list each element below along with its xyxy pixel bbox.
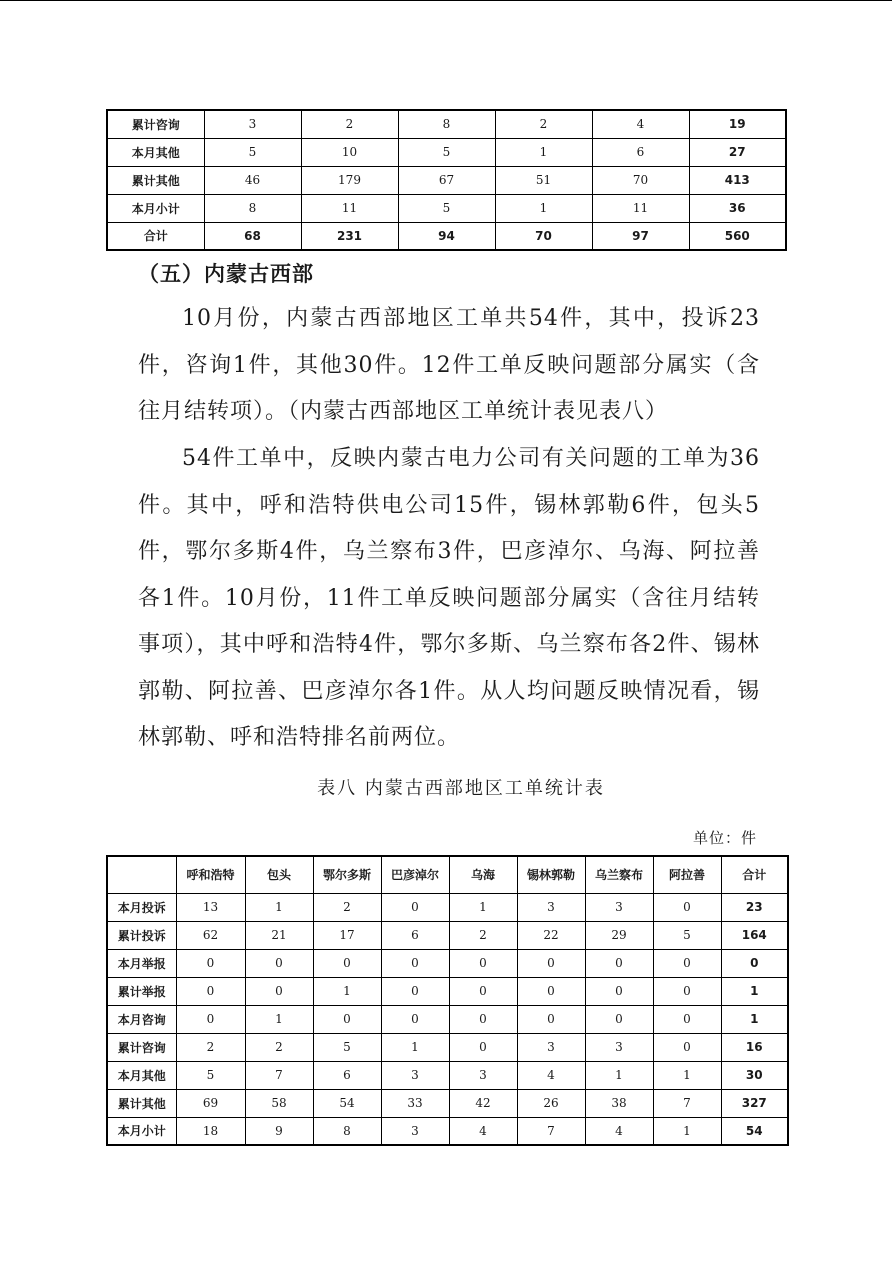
table-cell: 33 xyxy=(381,1089,449,1117)
table-cell: 51 xyxy=(495,166,592,194)
table-seven-body xyxy=(107,110,786,250)
table-cell: 0 xyxy=(585,949,653,977)
table-cell: 0 xyxy=(176,1005,245,1033)
row-total: 36 xyxy=(689,194,786,222)
table-cell: 0 xyxy=(381,977,449,1005)
row-total: 19 xyxy=(689,110,786,138)
table-cell: 0 xyxy=(653,1005,721,1033)
table-cell: 0 xyxy=(449,1033,517,1061)
row-label: 本月举报 xyxy=(107,949,176,977)
row-total: 0 xyxy=(721,949,788,977)
table-cell: 0 xyxy=(245,977,313,1005)
table-cell: 11 xyxy=(592,194,689,222)
table-cell: 70 xyxy=(495,222,592,250)
table-cell: 9 xyxy=(245,1117,313,1145)
table-cell: 0 xyxy=(517,977,585,1005)
section-heading: （五）内蒙古西部 xyxy=(138,262,314,286)
column-header: 乌海 xyxy=(449,856,517,893)
row-label: 累计其他 xyxy=(107,1089,176,1117)
row-total: 16 xyxy=(721,1033,788,1061)
table-cell: 5 xyxy=(398,194,495,222)
table-cell: 1 xyxy=(495,194,592,222)
table-cell: 0 xyxy=(449,977,517,1005)
table-cell: 7 xyxy=(245,1061,313,1089)
row-total: 327 xyxy=(721,1089,788,1117)
table-cell: 0 xyxy=(653,977,721,1005)
table-eight-body xyxy=(107,893,788,1145)
table-cell: 46 xyxy=(204,166,301,194)
table-cell: 3 xyxy=(585,1033,653,1061)
table-cell: 8 xyxy=(204,194,301,222)
table-row xyxy=(107,893,788,921)
row-total: 30 xyxy=(721,1061,788,1089)
row-total: 1 xyxy=(721,977,788,1005)
table-cell: 21 xyxy=(245,921,313,949)
table-cell: 0 xyxy=(653,893,721,921)
row-label: 本月咨询 xyxy=(107,1005,176,1033)
row-label: 本月投诉 xyxy=(107,893,176,921)
table-cell: 6 xyxy=(381,921,449,949)
table-cell: 4 xyxy=(585,1117,653,1145)
table-cell: 5 xyxy=(313,1033,381,1061)
table-row xyxy=(107,921,788,949)
table-cell: 1 xyxy=(585,1061,653,1089)
row-label: 本月其他 xyxy=(107,1061,176,1089)
table-row xyxy=(107,977,788,1005)
table-cell: 62 xyxy=(176,921,245,949)
column-header: 鄂尔多斯 xyxy=(313,856,381,893)
table-cell: 0 xyxy=(176,949,245,977)
row-total: 23 xyxy=(721,893,788,921)
table-cell: 0 xyxy=(449,949,517,977)
table-row xyxy=(107,194,786,222)
table-cell: 94 xyxy=(398,222,495,250)
table-cell: 2 xyxy=(176,1033,245,1061)
table-cell: 0 xyxy=(585,977,653,1005)
table-eight xyxy=(106,855,789,1146)
table-cell: 2 xyxy=(449,921,517,949)
row-label: 累计其他 xyxy=(107,166,204,194)
row-total: 164 xyxy=(721,921,788,949)
table-cell: 68 xyxy=(204,222,301,250)
table-cell: 0 xyxy=(653,1033,721,1061)
table-caption: 表八 内蒙古西部地区工单统计表 xyxy=(317,778,605,799)
table-cell: 3 xyxy=(449,1061,517,1089)
table-cell: 10 xyxy=(301,138,398,166)
table-cell: 4 xyxy=(449,1117,517,1145)
table-cell: 22 xyxy=(517,921,585,949)
table-cell: 0 xyxy=(381,1005,449,1033)
table-row xyxy=(107,1089,788,1117)
table-cell: 2 xyxy=(313,893,381,921)
column-header: 呼和浩特 xyxy=(176,856,245,893)
table-cell: 1 xyxy=(495,138,592,166)
column-header: 乌兰察布 xyxy=(585,856,653,893)
table-cell: 18 xyxy=(176,1117,245,1145)
row-total: 413 xyxy=(689,166,786,194)
table-cell: 3 xyxy=(381,1061,449,1089)
column-header: 锡林郭勒 xyxy=(517,856,585,893)
column-header: 合计 xyxy=(721,856,788,893)
table-cell: 1 xyxy=(381,1033,449,1061)
table-cell: 3 xyxy=(204,110,301,138)
table-cell: 5 xyxy=(398,138,495,166)
table-cell: 70 xyxy=(592,166,689,194)
table-cell: 0 xyxy=(313,1005,381,1033)
table-cell: 38 xyxy=(585,1089,653,1117)
table-cell: 0 xyxy=(381,949,449,977)
table-eight-header xyxy=(107,856,788,893)
table-cell: 8 xyxy=(398,110,495,138)
row-label: 累计咨询 xyxy=(107,1033,176,1061)
row-total: 1 xyxy=(721,1005,788,1033)
row-label: 累计咨询 xyxy=(107,110,204,138)
table-cell: 0 xyxy=(449,1005,517,1033)
table-cell: 0 xyxy=(245,949,313,977)
row-total: 54 xyxy=(721,1117,788,1145)
table-cell: 13 xyxy=(176,893,245,921)
row-label: 合计 xyxy=(107,222,204,250)
table-cell: 58 xyxy=(245,1089,313,1117)
table-cell: 0 xyxy=(517,1005,585,1033)
table-cell: 0 xyxy=(313,949,381,977)
table-cell: 29 xyxy=(585,921,653,949)
table-row xyxy=(107,1005,788,1033)
table-cell: 0 xyxy=(517,949,585,977)
table-cell: 3 xyxy=(381,1117,449,1145)
table-cell: 1 xyxy=(653,1117,721,1145)
table-cell: 1 xyxy=(313,977,381,1005)
table-cell: 2 xyxy=(301,110,398,138)
table-cell: 69 xyxy=(176,1089,245,1117)
table-cell: 7 xyxy=(517,1117,585,1145)
table-cell: 1 xyxy=(245,893,313,921)
table-cell: 3 xyxy=(517,893,585,921)
column-header: 巴彦淖尔 xyxy=(381,856,449,893)
table-seven-fragment xyxy=(106,109,787,251)
table-cell: 2 xyxy=(495,110,592,138)
table-cell: 7 xyxy=(653,1089,721,1117)
row-label: 累计投诉 xyxy=(107,921,176,949)
table-cell: 0 xyxy=(176,977,245,1005)
table-cell: 0 xyxy=(653,949,721,977)
unit-label: 单位：件 xyxy=(692,829,757,847)
table-cell: 5 xyxy=(653,921,721,949)
table-cell: 67 xyxy=(398,166,495,194)
table-row xyxy=(107,110,786,138)
table-cell: 26 xyxy=(517,1089,585,1117)
table-cell: 54 xyxy=(313,1089,381,1117)
table-cell: 2 xyxy=(245,1033,313,1061)
table-cell: 17 xyxy=(313,921,381,949)
header-row xyxy=(107,856,788,893)
table-cell: 5 xyxy=(204,138,301,166)
table-cell: 8 xyxy=(313,1117,381,1145)
table-cell: 42 xyxy=(449,1089,517,1117)
paragraph-details: 54件工单中，反映内蒙古电力公司有关问题的工单为36件。其中，呼和浩特供电公司15件，锡林郭勒6件，包头5件，鄂尔多斯4件，乌兰察布3件，巴彦淖尔、乌海、阿拉善各1件。10月份，11件工单反映问题部分属实（含往月结转事项），其中呼和浩特4件，鄂尔多斯、乌兰察布各2件、锡林郭勒、阿拉善、巴彦淖尔各1件。从人均问题反映情况看，锡林郭勒、呼和浩特排名前两位。 xyxy=(138,446,760,750)
table-cell: 3 xyxy=(517,1033,585,1061)
row-label: 本月小计 xyxy=(107,194,204,222)
table-cell: 3 xyxy=(585,893,653,921)
table-cell: 97 xyxy=(592,222,689,250)
table-cell: 0 xyxy=(585,1005,653,1033)
column-header: 包头 xyxy=(245,856,313,893)
row-total: 27 xyxy=(689,138,786,166)
row-label: 累计举报 xyxy=(107,977,176,1005)
table-row xyxy=(107,1061,788,1089)
table-cell: 5 xyxy=(176,1061,245,1089)
row-label: 本月其他 xyxy=(107,138,204,166)
table-cell: 6 xyxy=(592,138,689,166)
column-header: 阿拉善 xyxy=(653,856,721,893)
table-cell: 179 xyxy=(301,166,398,194)
row-total: 560 xyxy=(689,222,786,250)
table-cell: 4 xyxy=(517,1061,585,1089)
table-cell: 1 xyxy=(245,1005,313,1033)
table-cell: 0 xyxy=(381,893,449,921)
table-row xyxy=(107,222,786,250)
table-row xyxy=(107,1117,788,1145)
table-cell: 11 xyxy=(301,194,398,222)
page-top-border xyxy=(0,0,892,1)
row-label: 本月小计 xyxy=(107,1117,176,1145)
paragraph-overview: 10月份，内蒙古西部地区工单共54件，其中，投诉23件，咨询1件，其他30件。12件工单反映问题部分属实（含往月结转项）。（内蒙古西部地区工单统计表见表八） xyxy=(138,306,760,424)
table-cell: 6 xyxy=(313,1061,381,1089)
table-row xyxy=(107,138,786,166)
table-cell: 231 xyxy=(301,222,398,250)
table-row xyxy=(107,166,786,194)
column-header xyxy=(107,856,176,893)
table-row xyxy=(107,1033,788,1061)
table-cell: 1 xyxy=(653,1061,721,1089)
table-row xyxy=(107,949,788,977)
table-cell: 1 xyxy=(449,893,517,921)
table-cell: 4 xyxy=(592,110,689,138)
